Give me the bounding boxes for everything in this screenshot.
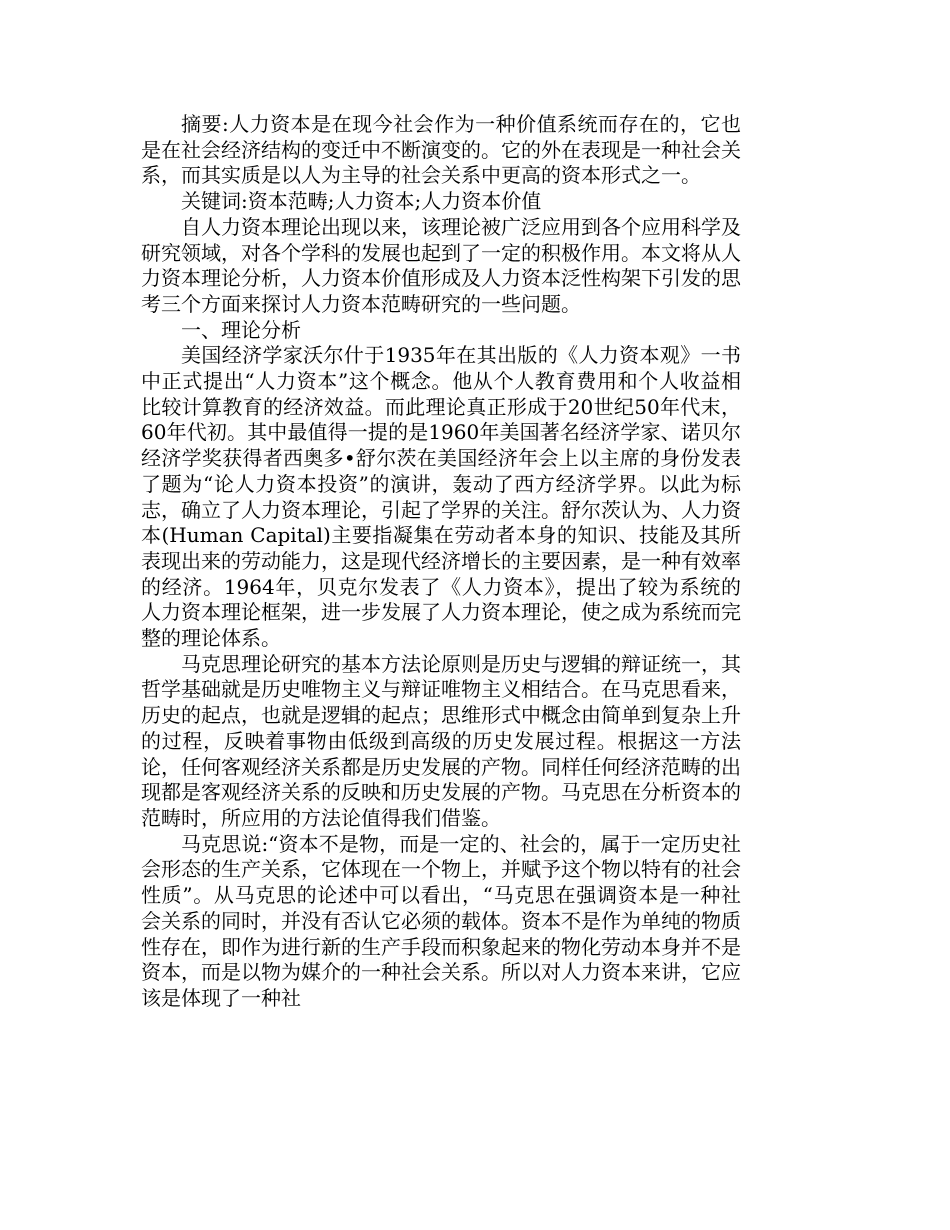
body-paragraph: 马克思说:“资本不是物，而是一定的、社会的，属于一定历史社会形态的生产关系，它体现在一个物上，并赋予这个物以特有的社会性质”。从马克思的论述中可以看出，“马克思在强调资本是一种社会关系的同时，并没有否认它必须的载体。资本不是作为单纯的物质性存在，即作为进行新的生产手段而积象起来的物化劳动本身并不是资本，而是以物为媒介的一种社会关系。所以对人力资本来讲，它应该是体现了一种社 [141,831,741,1010]
section-heading: 一、理论分析 [181,317,301,342]
intro-paragraph: 自人力资本理论出现以来，该理论被广泛应用到各个应用科学及研究领域，对各个学科的发展也起到了一定的积极作用。本文将从人力资本理论分析，人力资本价值形成及人力资本泛性构架下引发的思考三个方面来探讨人力资本范畴研究的一些问题。 [141,214,741,316]
document-body [141,112,741,1012]
body-paragraph: 美国经济学家沃尔什于1935年在其出版的《人力资本观》一书中正式提出“人力资本”这个概念。他从个人教育费用和个人收益相比较计算教育的经济效益。而此理论真正形成于20世纪50年代末，60年代初。其中最值得一提的是1960年美国著名经济学家、诺贝尔经济学奖获得者西奥多•舒尔茨在美国经济年会上以主席的身份发表了题为“论人力资本投资”的演讲，轰动了西方经济学界。以此为标志，确立了人力资本理论，引起了学界的关注。舒尔茨认为、人力资本(Human Capital)主要指凝集在劳动者本身的知识、技能及其所表现出来的劳动能力，这是现代经济增长的主要因素，是一种有效率的经济。1964年，贝克尔发表了《人力资本》，提出了较为系统的人力资本理论框架，进一步发展了人力资本理论，使之成为系统而完整的理论体系。 [141,343,741,651]
body-paragraph: 马克思理论研究的基本方法论原则是历史与逻辑的辩证统一，其哲学基础就是历史唯物主义与辩证唯物主义相结合。在马克思看来，历史的起点，也就是逻辑的起点；思维形式中概念由简单到复杂上升的过程，反映着事物由低级到高级的历史发展过程。根据这一方法论，任何客观经济关系都是历史发展的产物。同样任何经济范畴的出现都是客观经济关系的反映和历史发展的产物。马克思在分析资本的范畴时，所应用的方法论值得我们借鉴。 [141,651,741,830]
abstract-paragraph: 摘要:人力资本是在现今社会作为一种价值系统而存在的，它也是在社会经济结构的变迁中不断演变的。它的外在表现是一种社会关系，而其实质是以人为主导的社会关系中更高的资本形式之一。 [141,112,741,188]
keywords-paragraph: 关键词:资本范畴;人力资本;人力资本价值 [181,189,542,214]
